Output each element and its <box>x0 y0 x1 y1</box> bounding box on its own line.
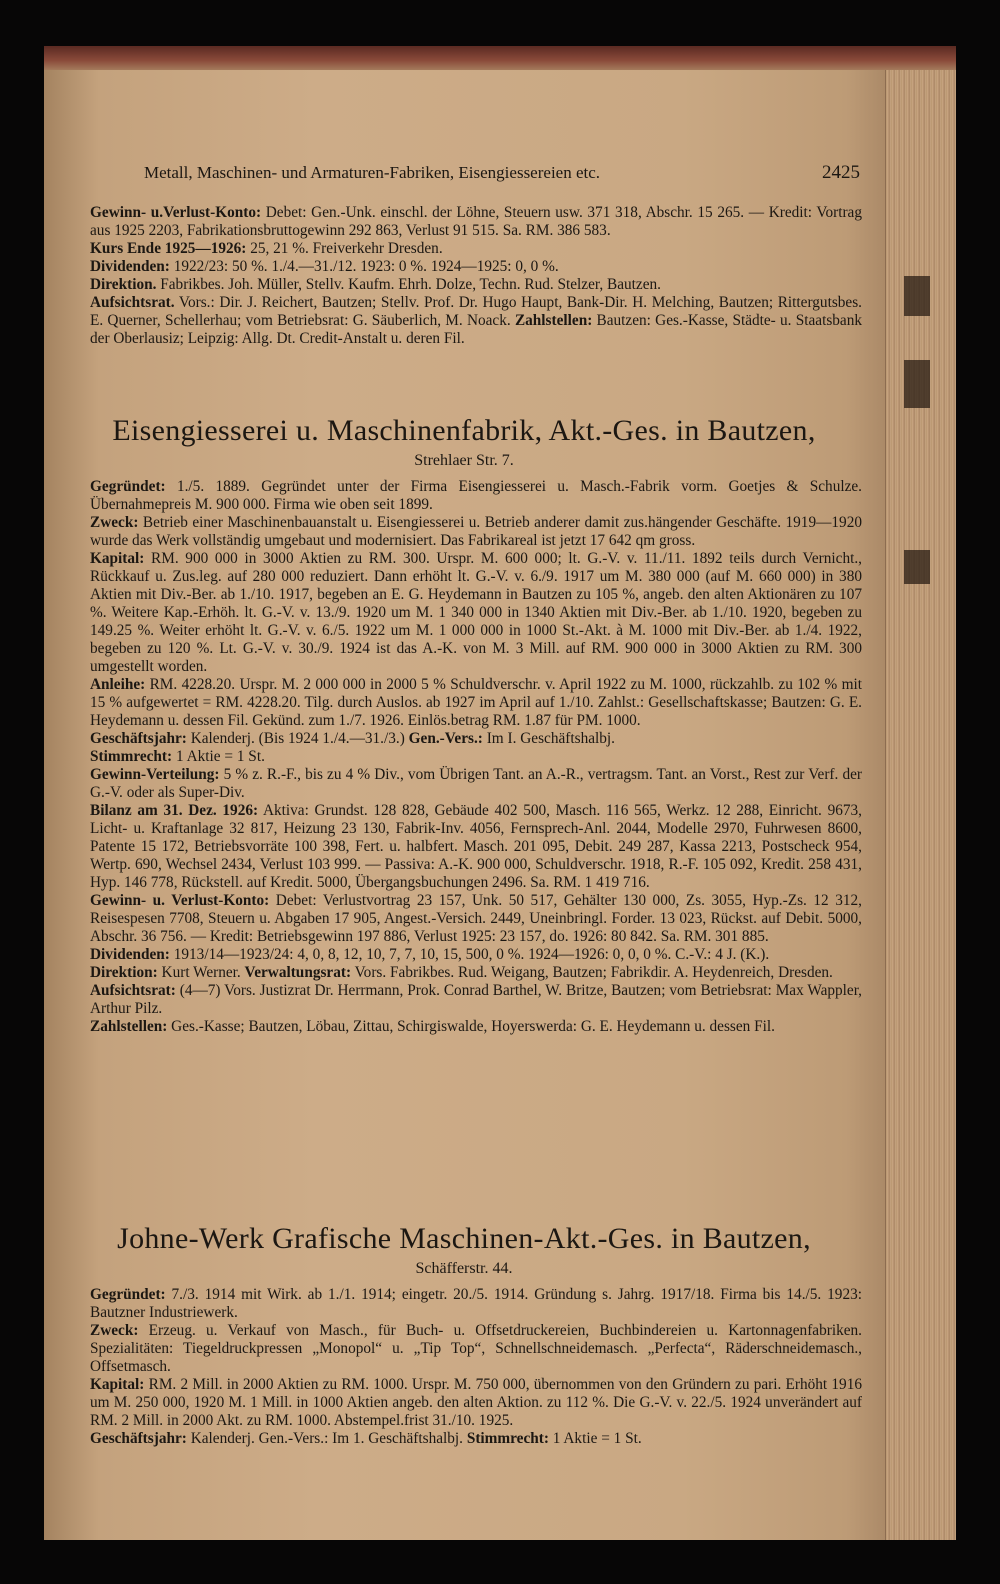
page-stack-edges <box>885 70 956 1540</box>
running-head <box>144 164 860 182</box>
paragraph: Kapital: RM. 900 000 in 3000 Aktien zu RM. 300. Urspr. M. 600 000; lt. G.-V. v. 11./11. 1892 teils durch Vernicht., Rückkauf u. Zus.leg. auf 280 000 reduziert. Dann erhöht lt. G.-V. v. 6./9. 1917 um M. 380 000 (auf M. 660 000) in 380 Aktien mit Div.-Ber. ab 1./10. 1917, begeben an E. G. Heydemann in Bautzen zu 105 %, angeb. den alten Aktionären zu 107 %. Weitere Kap.-Erhöh. lt. G.-V. v. 13./9. 1920 um M. 1 340 000 in 1340 Aktien mit Div.-Ber. ab 1./10. 1920, begeben zu 149.25 %. Weiter erhöht lt. G.-V. v. 6./5. 1922 um M. 1 000 000 in 1000 St.-Akt. à M. 1000 mit Div.-Ber. ab 1./4. 1922, begeben zu 120 %. Lt. G.-V. v. 30./9. 1924 ist das A.-K. von M. 3 Mill. auf RM. 900 000 in 3000 Aktien zu RM. 300 umgestellt worden. <box>90 550 862 675</box>
page-number: 2425 <box>822 162 860 183</box>
paragraph: Kapital: RM. 2 Mill. in 2000 Aktien zu RM. 1000. Urspr. M. 750 000, übernommen von den Gründern zu pari. Erhöht 1916 um M. 250 000, 1920 M. 1 Mill. in 1000 Aktien angeb. den alten Aktion. zu 112 %. Die G.-V. v. 22./5. 1924 unverändert auf RM. 2 Mill. in 2000 Akt. zu RM. 1000. Abstempel.frist 31./10. 1925. <box>90 1376 862 1429</box>
previous-entry <box>90 204 862 348</box>
running-head-title: Metall, Maschinen- und Armaturen-Fabriken, Eisengiessereien etc. <box>144 163 601 182</box>
paragraph: Direktion: Kurt Werner. Verwaltungsrat: Vors. Fabrikbes. Rud. Weigang, Bautzen; Fabrikdir. A. Heydenreich, Dresden. <box>90 964 833 981</box>
entry-title: Johne-Werk Grafische Maschinen-Akt.-Ges. in Bautzen, <box>117 1222 811 1255</box>
paragraph: Geschäftsjahr: Kalenderj. Gen.-Vers.: Im 1. Geschäftshalbj. Stimmrecht: 1 Aktie = 1 St. <box>90 1430 642 1447</box>
entry-address: Schäfferstr. 44. <box>415 1260 513 1277</box>
paragraph: Zweck: Erzeug. u. Verkauf von Masch., für Buch- u. Offsetdruckereien, Buchbindereien u. Kartonnagenfabriken. Spezialitäten: Tiegeldruckpressen „Monopol“ u. „Tip Top“, Schnellschneidemasch. „Perfecta“, Räderschneidemasch., Offsetmasch. <box>90 1322 862 1375</box>
paragraph: Gegründet: 7./3. 1914 mit Wirk. ab 1./1. 1914; eingetr. 20./5. 1914. Gründung s. Jahrg. 1917/18. Firma bis 14./5. 1923: Bautzner Industriewerk. <box>90 1286 862 1321</box>
page-top-edge <box>44 46 956 70</box>
book-page <box>44 70 886 1540</box>
entry-address: Strehlaer Str. 7. <box>414 452 514 469</box>
paragraph: Zweck: Betrieb einer Maschinenbauanstalt u. Eisengiesserei u. Betrieb anderer damit zus.hängender Geschäfte. 1919—1920 wurde das Werk vollständig umgebaut und modernisiert. Das Fabrikareal ist jetzt 17 642 qm gross. <box>90 514 862 549</box>
paragraph: Dividenden: 1922/23: 50 %. 1./4.—31./12. 1923: 0 %. 1924—1925: 0, 0 %. <box>90 258 559 275</box>
paragraph: Kurs Ende 1925—1926: 25, 21 %. Freiverkehr Dresden. <box>90 240 443 257</box>
entry-body <box>90 478 862 1036</box>
paragraph: Aufsichtsrat: (4—7) Vors. Justizrat Dr. Herrmann, Prok. Conrad Barthel, W. Britze, Bautzen; vom Betriebsrat: Max Wappler, Arthur Pilz. <box>90 982 862 1017</box>
paragraph: Bilanz am 31. Dez. 1926: Aktiva: Grundst. 128 828, Gebäude 402 500, Masch. 116 565, Werkz. 12 288, Einricht. 9673, Licht- u. Kraftanlage 32 817, Heizung 23 130, Fabrik-Inv. 4056, Fernsprech-Anl. 2044, Modelle 2970, Fuhrwesen 8600, Patente 15 172, Betriebsvorräte 100 398, Fert. u. halbfert. Masch. 201 095, Debit. 249 287, Kassa 2213, Postscheck 954, Wertp. 690, Wechsel 2434, Verlust 103 999. — Passiva: A.-K. 900 000, Schuldverschr. 1918, R.-F. 105 092, Kredit. 258 431, Hyp. 146 778, Rückstell. auf Kredit. 5000, Übergangsbuchungen 2496. Sa. RM. 1 419 716. <box>90 802 862 891</box>
paragraph: Anleihe: RM. 4228.20. Urspr. M. 2 000 000 in 2000 5 % Schuldverschr. v. April 1922 zu M. 1000, rückzahlb. zu 102 % mit 15 % aufgewertet = RM. 4228.20. Tilg. durch Auslos. ab 1927 im April auf 1./10. Zahlst.: Gesellschaftskasse; Bautzen: G. E. Heydemann u. dessen Fil. Gekünd. zum 1./7. 1926. Einlös.betrag RM. 1.87 für PM. 1000. <box>90 676 862 729</box>
scanned-page <box>44 46 956 1540</box>
paragraph: Direktion. Fabrikbes. Joh. Müller, Stellv. Kaufm. Ehrh. Dolze, Techn. Rud. Stelzer, Bautzen. <box>90 276 661 293</box>
paragraph: Geschäftsjahr: Kalenderj. (Bis 1924 1./4.—31./3.) Gen.-Vers.: Im I. Geschäftshalbj. <box>90 730 615 747</box>
paragraph: Gewinn- u. Verlust-Konto: Debet: Verlustvortrag 23 157, Unk. 50 517, Gehälter 130 000, Zs. 3055, Hyp.-Zs. 12 312, Reisespesen 7708, Steuern u. Abgaben 17 905, Angest.-Versich. 2449, Uneinbringl. Forder. 13 023, Rückst. auf Debit. 5000, Abschr. 36 756. — Kredit: Betriebsgewinn 197 886, Verlust 1925: 23 157, do. 1926: 80 842. Sa. RM. 301 885. <box>90 892 862 945</box>
entry-title: Eisengiesserei u. Maschinenfabrik, Akt.-Ges. in Bautzen, <box>112 414 816 447</box>
entry-body <box>90 1286 862 1448</box>
paragraph: Zahlstellen: Ges.-Kasse; Bautzen, Löbau, Zittau, Schirgiswalde, Hoyerswerda: G. E. Heydemann u. dessen Fil. <box>90 1018 775 1035</box>
paragraph: Gewinn-Verteilung: 5 % z. R.-F., bis zu 4 % Div., vom Übrigen Tant. an A.-R., vertragsm. Tant. an Vorst., Rest zur Verf. der G.-V. oder als Super-Div. <box>90 766 862 801</box>
paragraph: Aufsichtsrat. Vors.: Dir. J. Reichert, Bautzen; Stellv. Prof. Dr. Hugo Haupt, Bank-Dir. H. Melching, Bautzen; Rittergutsbes. E. Querner, Schellerhau; vom Betriebsrat: G. Säuberlich, M. Noack. Zahlstellen: Bautzen: Ges.-Kasse, Städte- u. Staatsbank der Oberlausiz; Leipzig: Allg. Dt. Credit-Anstalt u. deren Fil. <box>90 294 863 347</box>
paragraph: Gewinn- u.Verlust-Konto: Debet: Gen.-Unk. einschl. der Löhne, Steuern usw. 371 318, Abschr. 15 265. — Kredit: Vortrag aus 1925 2203, Fabrikationsbruttogewinn 292 863, Verlust 91 515. Sa. RM. 386 583. <box>90 204 862 239</box>
paragraph: Gegründet: 1./5. 1889. Gegründet unter der Firma Eisengiesserei u. Masch.-Fabrik vorm. Goetjes & Schulze. Übernahmepreis M. 900 000. Firma wie oben seit 1899. <box>90 478 862 513</box>
paragraph: Stimmrecht: 1 Aktie = 1 St. <box>90 748 265 765</box>
paragraph: Dividenden: 1913/14—1923/24: 4, 0, 8, 12, 10, 7, 7, 10, 15, 500, 0 %. 1924—1926: 0, 0, 0 %. C.-V.: 4 J. (K.). <box>90 946 770 963</box>
